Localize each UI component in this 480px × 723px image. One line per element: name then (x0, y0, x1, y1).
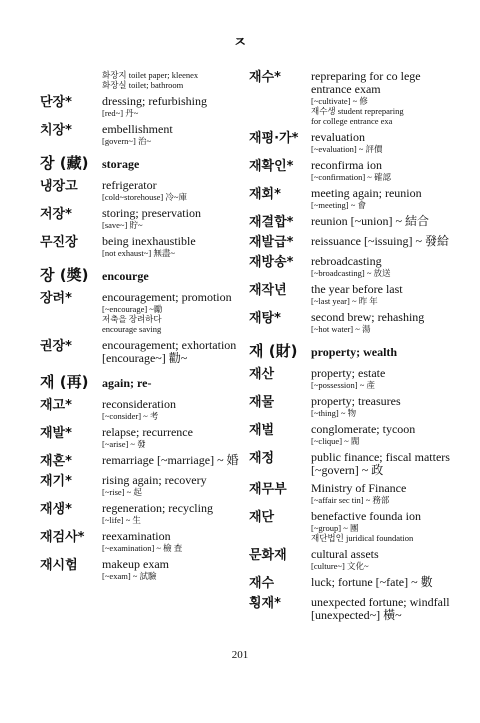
entry-headword: 재수 (249, 576, 275, 591)
entry-definition: reconfirma ion (311, 158, 382, 172)
dictionary-entry (40, 426, 245, 449)
dictionary-entry (249, 510, 459, 543)
entry-subtext: [~possession] ~ 產 (311, 380, 375, 390)
entry-headword: 재시험 (40, 558, 78, 573)
entry-definition-block (102, 207, 245, 230)
entry-definition: meeting again; reunion (311, 186, 422, 200)
entry-headword: 장려* (40, 291, 72, 306)
entry-definition: conglomerate; tycoon (311, 422, 416, 436)
entry-subtext: [save~] 貯~ (102, 220, 143, 230)
entry-subtext: [~examination] ~ 檢 査 (102, 543, 183, 553)
storage-entries (40, 179, 245, 258)
entry-definition-block (102, 398, 245, 421)
dictionary-entry (249, 367, 459, 390)
entry-subtext: [red~] 丹~ (102, 108, 139, 118)
entry-headword: 재확인* (249, 159, 294, 174)
dictionary-entry (40, 207, 245, 230)
dictionary-entry (249, 482, 459, 505)
entry-definition-block (311, 451, 459, 477)
section-title: again; re- (102, 376, 152, 390)
entry-headword: 재정 (249, 451, 275, 466)
section-headword: 장 (奬) (40, 266, 89, 284)
entry-subtext: [~thing] ~ 物 (311, 408, 357, 418)
entry-definition-block (102, 70, 245, 90)
entry-headword: 재결합* (249, 215, 294, 230)
section-headword: 장 (藏) (40, 154, 89, 172)
entry-subtext: 화장실 toilet; bathroom (102, 80, 184, 90)
entry-definition: being inexhaustible (102, 234, 196, 248)
entry-definition: public finance; fiscal matters [~govern] ~ 政 (311, 450, 450, 477)
dictionary-entry (40, 123, 245, 146)
dictionary-entry (249, 548, 459, 571)
entry-definition: refrigerator (102, 178, 157, 192)
entry-headword: 문화재 (249, 548, 287, 563)
section-title: encourge (102, 269, 149, 283)
entry-subtext: [govern~] 治~ (102, 136, 152, 146)
entry-definition-block (102, 235, 245, 258)
entry-headword: 재회* (249, 187, 281, 202)
entry-definition-block (311, 596, 459, 622)
dictionary-entry (249, 283, 459, 306)
entry-subtext: 화장지 toilet paper; kleenex (102, 70, 199, 80)
entry-headword: 재물 (249, 395, 275, 410)
entry-definition-block (311, 423, 459, 446)
entry-definition-block (102, 291, 245, 334)
entry-subtext: 재수생 student repreparing (311, 106, 404, 116)
entry-definition-block (102, 179, 245, 202)
entry-definition-block (102, 502, 245, 525)
dictionary-entry (249, 255, 459, 278)
entry-headword: 냉장고 (40, 179, 78, 194)
entry-definition: unexpected fortune; windfall [unexpected~] 橫~ (311, 595, 450, 622)
entry-definition-block (311, 235, 459, 250)
entry-subtext: [~cultivate] ~ 修 (311, 96, 368, 106)
entry-definition: second brew; rehashing (311, 310, 425, 324)
section-title: storage (102, 157, 140, 171)
entry-headword: 권장* (40, 339, 72, 354)
dictionary-entry (40, 235, 245, 258)
entry-definition: Ministry of Finance (311, 481, 407, 495)
section-jang-encourage (40, 268, 245, 283)
dictionary-entry (40, 398, 245, 421)
entry-definition-block (102, 558, 245, 581)
dictionary-entry (249, 395, 459, 418)
right-column (249, 70, 459, 627)
again-entries (40, 398, 245, 581)
section-headword: 재 (財) (249, 342, 298, 360)
entry-subtext: 저축을 장려하다 (102, 314, 162, 324)
entry-definition-block (102, 95, 245, 118)
entry-definition-block (311, 395, 459, 418)
entry-subtext: [~clique] ~ 閥 (311, 436, 360, 446)
entry-definition: storing; preservation (102, 206, 201, 220)
entry-subtext: encourage saving (102, 324, 162, 334)
left-cont-entries (40, 70, 245, 146)
dictionary-entry (249, 596, 459, 622)
entry-definition-block (102, 426, 245, 449)
entry-definition: encouragement; exhortation [encourage~] 勸~ (102, 338, 237, 365)
entry-subtext: [culture~] 文化~ (311, 561, 369, 571)
entry-subtext: 재단법인 juridical foundation (311, 533, 414, 543)
dictionary-entry (249, 159, 459, 182)
entry-definition: revaluation (311, 130, 365, 144)
entry-subtext: [not exhaust~] 無盡~ (102, 248, 175, 258)
entry-definition: property; treasures (311, 394, 401, 408)
entry-headword: 재산 (249, 367, 275, 382)
entry-definition-block (311, 131, 459, 154)
entry-subtext: [~life] ~ 生 (102, 515, 141, 525)
entry-definition-block (102, 454, 245, 469)
entry-headword: 무진장 (40, 235, 78, 250)
entry-definition: reconsideration (102, 397, 176, 411)
dictionary-entry (40, 179, 245, 202)
entry-definition: remarriage [~marriage] ~ 婚 (102, 453, 239, 467)
entry-subtext: [~arise] ~ 發 (102, 439, 146, 449)
entry-subtext: [~rise] ~ 起 (102, 487, 142, 497)
entry-headword: 저장* (40, 207, 72, 222)
dictionary-entry (40, 339, 245, 365)
page-header: ㅈ (233, 36, 247, 51)
dictionary-entry (249, 423, 459, 446)
entry-subtext: [~hot water] ~ 湯 (311, 324, 371, 334)
entry-definition-block (311, 283, 459, 306)
entry-subtext: [~affair sec tin] ~ 務部 (311, 495, 390, 505)
section-jae-property (249, 344, 459, 359)
dictionary-entry (249, 576, 459, 591)
entry-definition: embellishment (102, 122, 173, 136)
dictionary-entry (249, 187, 459, 210)
entry-definition: repreparing for co lege entrance exam (311, 69, 421, 96)
entry-subtext: [~broadcasting] ~ 放送 (311, 268, 391, 278)
section-jang-storage (40, 156, 245, 171)
section-headword: 재 (再) (40, 373, 89, 391)
entry-definition: rising again; recovery (102, 473, 207, 487)
dictionary-entry (249, 70, 459, 126)
entry-headword: 재혼* (40, 454, 72, 469)
dictionary-entry (249, 215, 459, 230)
entry-definition-block (311, 482, 459, 505)
dictionary-entry (249, 311, 459, 334)
entry-definition: reunion [~union] ~ 結合 (311, 214, 429, 228)
entry-subtext: [cold~storehouse] 冷~庫 (102, 192, 187, 202)
left-column (40, 70, 245, 586)
page-number: 201 (231, 649, 249, 661)
entry-subtext: [~confirmation] ~ 確認 (311, 172, 392, 182)
dictionary-entry (40, 474, 245, 497)
entry-headword: 재고* (40, 398, 72, 413)
property-entries (249, 367, 459, 622)
dictionary-entry (40, 454, 245, 469)
entry-definition: dressing; refurbishing (102, 94, 207, 108)
entry-definition: rebroadcasting (311, 254, 382, 268)
dictionary-entry (40, 291, 245, 334)
entry-subtext: [~last year] ~ 昨 年 (311, 296, 378, 306)
section-jae-again (40, 375, 245, 390)
entry-definition: relapse; recurrence (102, 425, 193, 439)
right-top-entries (249, 70, 459, 334)
entry-headword: 재발급* (249, 235, 294, 250)
entry-headword: 재무부 (249, 482, 287, 497)
entry-subtext: [~meeting] ~ 會 (311, 200, 366, 210)
entry-definition-block (311, 548, 459, 571)
dictionary-entry (249, 131, 459, 154)
entry-definition: the year before last (311, 282, 403, 296)
entry-headword: 재기* (40, 474, 72, 489)
entry-definition: property; estate (311, 366, 386, 380)
entry-definition-block (311, 311, 459, 334)
entry-subtext: [~encourage] ~勵 (102, 304, 163, 314)
entry-definition: encouragement; promotion (102, 290, 232, 304)
entry-subtext: for college entrance exa (311, 116, 393, 126)
dictionary-entry (40, 530, 245, 553)
entry-headword: 재발* (40, 426, 72, 441)
entry-headword: 재검사* (40, 530, 85, 545)
entry-definition-block (311, 70, 459, 126)
entry-headword: 재생* (40, 502, 72, 517)
entry-headword: 재단 (249, 510, 275, 525)
entry-definition-block (102, 474, 245, 497)
entry-definition-block (102, 339, 245, 365)
entry-subtext: [~group] ~ 團 (311, 523, 359, 533)
entry-headword: 재벌 (249, 423, 275, 438)
entry-definition: makeup exam (102, 557, 169, 571)
entry-headword (40, 70, 102, 90)
entry-definition: reexamination (102, 529, 171, 543)
entry-headword: 재방송* (249, 255, 294, 270)
dictionary-entry (40, 70, 245, 90)
entry-definition-block (102, 123, 245, 146)
entry-definition-block (311, 159, 459, 182)
entry-headword: 단장* (40, 95, 72, 110)
section-title: property; wealth (311, 345, 398, 359)
entry-headword: 재수* (249, 70, 281, 85)
entry-definition-block (311, 367, 459, 390)
entry-definition: benefactive founda ion (311, 509, 421, 523)
dictionary-entry (249, 451, 459, 477)
dictionary-entry (40, 502, 245, 525)
entry-headword: 재탕* (249, 311, 281, 326)
entry-definition-block (311, 215, 459, 230)
entry-headword: 재평·가* (249, 131, 299, 146)
entry-definition: luck; fortune [~fate] ~ 數 (311, 575, 433, 589)
entry-headword: 재작년 (249, 283, 287, 298)
entry-definition-block (311, 576, 459, 591)
entry-definition: cultural assets (311, 547, 379, 561)
encourage-entries (40, 291, 245, 365)
entry-subtext: [~consider] ~ 考 (102, 411, 159, 421)
entry-definition: regeneration; recycling (102, 501, 213, 515)
entry-headword: 횡재* (249, 596, 281, 611)
dictionary-entry (249, 235, 459, 250)
entry-definition-block (311, 510, 459, 543)
entry-headword: 치장* (40, 123, 72, 138)
entry-subtext: [~exam] ~ 試驗 (102, 571, 157, 581)
dictionary-entry (40, 95, 245, 118)
dictionary-entry (40, 558, 245, 581)
entry-definition-block (102, 530, 245, 553)
entry-definition-block (311, 187, 459, 210)
entry-definition: reissuance [~issuing] ~ 發給 (311, 234, 449, 248)
entry-subtext: [~evaluation] ~ 評價 (311, 144, 383, 154)
entry-definition-block (311, 255, 459, 278)
